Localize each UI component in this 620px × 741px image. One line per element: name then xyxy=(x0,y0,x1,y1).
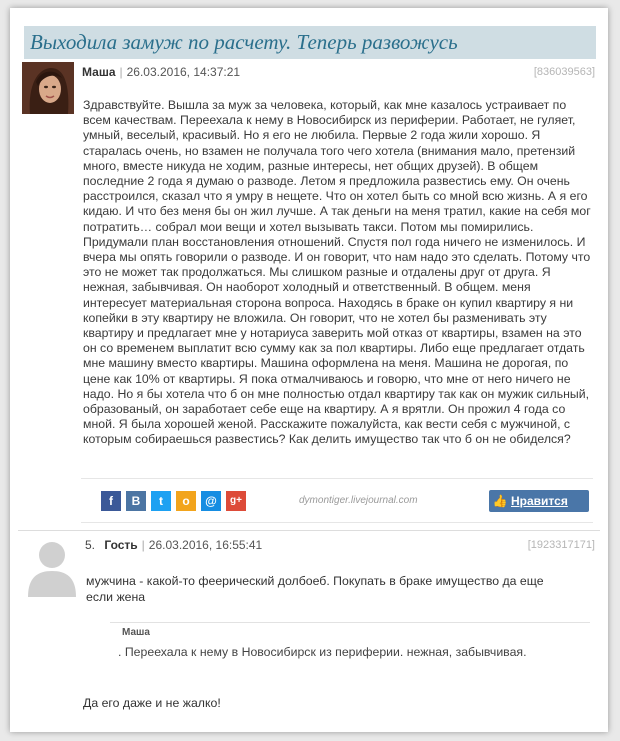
reply-number: 5. xyxy=(85,538,96,552)
post-meta xyxy=(82,65,240,79)
page-card xyxy=(10,8,608,732)
odnoklassniki-icon[interactable]: о xyxy=(176,491,196,511)
author-avatar[interactable] xyxy=(22,62,74,114)
quote-author: Маша xyxy=(122,627,150,638)
user-photo-icon xyxy=(22,62,74,114)
post-message-id: [836039563] xyxy=(533,66,595,78)
post-title-bar xyxy=(24,26,596,59)
reply-extra-text: Да его даже и не жалко! xyxy=(83,696,221,710)
post-author[interactable]: Маша xyxy=(82,65,116,79)
reply-body: мужчина - какой-то феерический долбоеб. Покупать в браке имущество да еще если жена xyxy=(86,574,544,604)
meta-separator: | xyxy=(141,538,145,552)
comment-divider xyxy=(18,530,600,531)
vkontakte-icon[interactable]: В xyxy=(126,491,146,511)
guest-avatar xyxy=(24,535,80,597)
reply-author[interactable]: Гость xyxy=(104,538,138,552)
post-date: 26.03.2016, 14:37:21 xyxy=(126,65,241,79)
reply-message-id: [1923317171] xyxy=(527,539,595,551)
googleplus-icon[interactable]: g+ xyxy=(226,491,246,511)
post-body: Здравствуйте. Вышла за муж за человека, который, как мне казалось устраивает по всем качествам. Переехала к нему в Новосибирск из периферии. Работает, не гуляет, умный, веселый, красивый. Но я его не любила. Первые 2 года жили хорошо. Я старалась очень, но взамен не получала того чего хотела (внимания мало, претензий много, вместе никуда не ходим, разные интересы, нет общих друзей). В общем последние 2 года я думаю о разводе. Летом я предложила развестись ему. Он очень расстроился, сказал что я умру в нещете. Что он хотел быть со мной всю жизнь. А я его кидаю. И что без меня бы он жил лучше. А так деньги на меня тратил, какие на себя мог потратить… собрал мои вещи и хотел вызывать такси. Потом мы помирились. Придумали план восстановления отношений. Спустя пол года ничего не изменилось. И вчера мы опять говорили о разводе. И он говорит, что нам надо это сделать. Потому что это не может так продолжаться. Мы слишком разные и отдалены друг от друга. Я нежная, забывчивая. Он наоборот холодный и ответственный. В общем. меня интересует материальная сторона вопроса. Находясь в браке он купил квартиру я ни копейки в эту квартиру не вложила. Он говорит, что не хотел бы разменивать эту квартиру и предлагает мне у нотариуса заверить мой отказ от квартиры, взамен на это он со временем выплатит всю сумму как за пол квартиры. Либо еще предлагает отдать мне машину вместо квартиры. Машина оформлена на меня. Машина не дорогая, по цене как 10% от квартиры. Я пока отмалчиваюсь и говорю, что мне от него ничего не надо. Но я бы хотела что б он мне полностью отдал квартиру так как он мужик сильный, образованый, он заработает себе еще на квартиру. А я врятли. Он прожил 4 года со мной. Я была хорошей женой. Расскажите пожалуйста, как вести себя с мужчиной, с которым собираешься развестись? Как делить имущество так что б он не обиделся? xyxy=(83,98,591,447)
user-silhouette-icon xyxy=(24,535,80,597)
reply-meta xyxy=(85,538,262,552)
facebook-icon[interactable]: f xyxy=(101,491,121,511)
quote-text: . Переехала к нему в Новосибирск из периферии. нежная, забывчивая. xyxy=(118,645,527,659)
like-button[interactable] xyxy=(489,490,589,512)
like-label: Нравится xyxy=(511,494,568,508)
mailru-icon[interactable]: @ xyxy=(201,491,221,511)
thumbs-up-icon: 👍 xyxy=(492,494,508,508)
twitter-icon[interactable]: t xyxy=(151,491,171,511)
watermark: dymontiger.livejournal.com xyxy=(299,495,418,506)
share-bar xyxy=(81,478,593,523)
quote-block xyxy=(110,622,590,668)
post-title: Выходила замуж по расчету. Теперь развожусь xyxy=(30,30,458,54)
reply-date: 26.03.2016, 16:55:41 xyxy=(148,538,263,552)
meta-separator: | xyxy=(119,65,123,79)
